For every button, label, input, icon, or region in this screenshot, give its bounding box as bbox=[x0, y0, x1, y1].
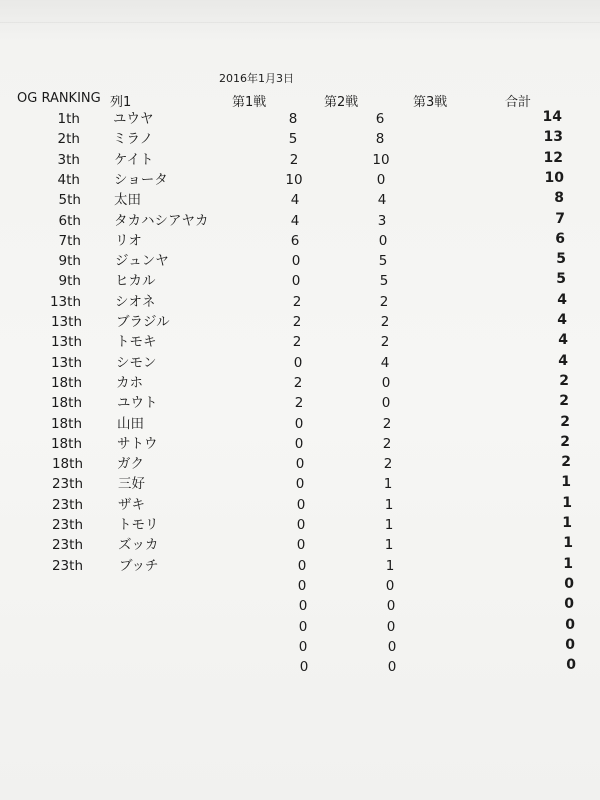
total-score-cell: 1 bbox=[562, 515, 572, 531]
rank-cell: 13th bbox=[50, 314, 82, 330]
player-name-cell: サトウ bbox=[117, 436, 158, 452]
player-name-cell: ズッカ bbox=[118, 537, 159, 553]
battle1-score-cell: 0 bbox=[296, 497, 306, 513]
rank-cell: 18th bbox=[50, 436, 82, 452]
rank-cell: 23th bbox=[51, 517, 83, 533]
rank-cell: 23th bbox=[51, 558, 83, 574]
total-score-cell: 14 bbox=[542, 109, 562, 125]
player-name-cell: ガク bbox=[117, 456, 144, 472]
battle1-score-cell: 0 bbox=[294, 436, 304, 452]
rank-cell: 2th bbox=[57, 131, 80, 147]
battle2-score-cell: 2 bbox=[379, 294, 389, 310]
rank-cell: 1th bbox=[57, 111, 80, 127]
total-score-cell: 5 bbox=[556, 271, 566, 287]
column1-header: 列1 bbox=[110, 95, 132, 110]
player-name-cell: ヒカル bbox=[115, 273, 156, 289]
battle1-score-cell: 0 bbox=[295, 476, 305, 492]
battle2-score-cell: 2 bbox=[380, 334, 390, 350]
total-score-cell: 7 bbox=[555, 211, 565, 227]
battle1-score-cell: 0 bbox=[293, 355, 303, 371]
battle1-score-cell: 0 bbox=[295, 456, 305, 472]
player-name-cell: ジュンヤ bbox=[115, 253, 169, 269]
battle1-score-cell: 10 bbox=[285, 172, 303, 188]
player-name-cell: ケイト bbox=[114, 152, 154, 168]
ranking-title: OG RANKING bbox=[17, 91, 101, 106]
battle1-score-cell: 0 bbox=[294, 416, 304, 432]
total-score-cell: 5 bbox=[556, 251, 566, 267]
total-score-cell: 0 bbox=[566, 657, 576, 673]
player-name-cell: ユウト bbox=[117, 395, 158, 411]
rank-cell: 13th bbox=[50, 355, 82, 371]
battle2-score-cell: 6 bbox=[375, 111, 385, 127]
player-name-cell: ブラジル bbox=[116, 314, 170, 330]
battle2-score-cell: 0 bbox=[387, 659, 397, 675]
battle1-score-cell: 0 bbox=[298, 619, 308, 635]
total-score-cell: 2 bbox=[559, 393, 569, 409]
battle1-score-cell: 0 bbox=[297, 578, 307, 594]
battle2-score-cell: 0 bbox=[381, 375, 391, 391]
battle1-score-cell: 2 bbox=[294, 395, 304, 411]
player-name-cell: カホ bbox=[116, 375, 143, 391]
player-name-cell: シオネ bbox=[115, 294, 156, 310]
rank-cell: 5th bbox=[58, 192, 81, 208]
total-score-cell: 2 bbox=[560, 434, 570, 450]
battle1-header: 第1戦 bbox=[232, 95, 267, 110]
battle2-score-cell: 2 bbox=[382, 416, 392, 432]
battle2-score-cell: 4 bbox=[380, 355, 390, 371]
battle1-score-cell: 6 bbox=[290, 233, 300, 249]
total-score-cell: 1 bbox=[561, 474, 571, 490]
battle2-score-cell: 2 bbox=[382, 436, 392, 452]
rank-cell: 13th bbox=[50, 334, 82, 350]
battle1-score-cell: 0 bbox=[297, 558, 307, 574]
battle1-score-cell: 4 bbox=[290, 213, 300, 229]
player-name-cell: ミラノ bbox=[113, 131, 154, 147]
total-score-cell: 2 bbox=[559, 373, 569, 389]
total-score-cell: 0 bbox=[564, 596, 574, 612]
rank-cell: 6th bbox=[58, 213, 81, 229]
battle2-score-cell: 0 bbox=[381, 395, 391, 411]
battle1-score-cell: 0 bbox=[296, 537, 306, 553]
battle2-score-cell: 0 bbox=[385, 578, 395, 594]
battle2-score-cell: 2 bbox=[380, 314, 390, 330]
battle1-score-cell: 2 bbox=[292, 334, 302, 350]
total-score-cell: 4 bbox=[558, 332, 568, 348]
battle2-score-cell: 2 bbox=[383, 456, 393, 472]
rank-cell: 18th bbox=[50, 375, 82, 391]
battle2-score-cell: 1 bbox=[384, 497, 394, 513]
battle1-score-cell: 2 bbox=[292, 294, 302, 310]
player-name-cell: トモリ bbox=[118, 517, 159, 533]
battle2-score-cell: 0 bbox=[386, 619, 396, 635]
total-score-cell: 1 bbox=[563, 535, 573, 551]
battle1-score-cell: 0 bbox=[299, 659, 309, 675]
rank-cell: 9th bbox=[58, 273, 81, 289]
total-score-cell: 0 bbox=[565, 617, 575, 633]
total-score-cell: 4 bbox=[557, 292, 567, 308]
rank-cell: 9th bbox=[58, 253, 81, 269]
rank-cell: 18th bbox=[51, 456, 83, 472]
player-name-cell: 山田 bbox=[117, 416, 144, 432]
player-name-cell: ショータ bbox=[114, 172, 168, 188]
battle3-header: 第3戦 bbox=[413, 95, 448, 110]
battle2-score-cell: 1 bbox=[384, 517, 394, 533]
player-name-cell: ザキ bbox=[118, 497, 145, 513]
battle2-score-cell: 1 bbox=[383, 476, 393, 492]
rank-cell: 18th bbox=[50, 395, 82, 411]
total-score-cell: 6 bbox=[555, 231, 565, 247]
battle1-score-cell: 8 bbox=[288, 111, 298, 127]
rank-cell: 23th bbox=[51, 476, 83, 492]
player-name-cell: 三好 bbox=[118, 476, 145, 492]
player-name-cell: ユウヤ bbox=[113, 111, 154, 127]
rank-cell: 13th bbox=[49, 294, 81, 310]
battle2-score-cell: 0 bbox=[376, 172, 386, 188]
battle2-score-cell: 5 bbox=[378, 253, 388, 269]
player-name-cell: 太田 bbox=[114, 192, 141, 208]
battle1-score-cell: 0 bbox=[291, 273, 301, 289]
rank-cell: 3th bbox=[57, 152, 80, 168]
total-score-cell: 0 bbox=[564, 576, 574, 592]
total-score-cell: 0 bbox=[565, 637, 575, 653]
battle1-score-cell: 0 bbox=[298, 598, 308, 614]
total-score-cell: 12 bbox=[543, 150, 563, 166]
battle1-score-cell: 5 bbox=[288, 131, 298, 147]
battle2-score-cell: 8 bbox=[375, 131, 385, 147]
battle2-score-cell: 10 bbox=[372, 152, 390, 168]
player-name-cell: ブッチ bbox=[119, 558, 159, 574]
battle1-score-cell: 2 bbox=[293, 375, 303, 391]
total-score-cell: 10 bbox=[544, 170, 564, 186]
battle2-score-cell: 0 bbox=[387, 639, 397, 655]
battle2-score-cell: 5 bbox=[379, 273, 389, 289]
rank-cell: 18th bbox=[50, 416, 82, 432]
battle1-score-cell: 2 bbox=[289, 152, 299, 168]
battle1-score-cell: 0 bbox=[291, 253, 301, 269]
total-score-cell: 8 bbox=[554, 190, 564, 206]
battle2-score-cell: 1 bbox=[385, 558, 395, 574]
battle1-score-cell: 0 bbox=[296, 517, 306, 533]
battle2-score-cell: 3 bbox=[377, 213, 387, 229]
battle1-score-cell: 4 bbox=[290, 192, 300, 208]
rank-cell: 4th bbox=[57, 172, 80, 188]
date-label: 2016年1月3日 bbox=[219, 72, 294, 85]
paper-crease bbox=[0, 22, 600, 23]
battle1-score-cell: 2 bbox=[292, 314, 302, 330]
player-name-cell: シモン bbox=[116, 355, 157, 371]
rank-cell: 7th bbox=[58, 233, 81, 249]
total-header: 合計 bbox=[505, 95, 532, 110]
total-score-cell: 1 bbox=[563, 556, 573, 572]
battle2-score-cell: 4 bbox=[377, 192, 387, 208]
total-score-cell: 1 bbox=[562, 495, 572, 511]
battle2-score-cell: 0 bbox=[386, 598, 396, 614]
player-name-cell: タカハシアヤカ bbox=[114, 213, 209, 229]
battle1-score-cell: 0 bbox=[298, 639, 308, 655]
total-score-cell: 13 bbox=[543, 129, 563, 145]
player-name-cell: リオ bbox=[115, 233, 142, 249]
battle2-header: 第2戦 bbox=[324, 95, 359, 110]
rank-cell: 23th bbox=[51, 497, 83, 513]
total-score-cell: 4 bbox=[557, 312, 567, 328]
player-name-cell: トモキ bbox=[116, 334, 157, 350]
total-score-cell: 2 bbox=[560, 414, 570, 430]
battle2-score-cell: 1 bbox=[384, 537, 394, 553]
rank-cell: 23th bbox=[51, 537, 83, 553]
total-score-cell: 4 bbox=[558, 353, 568, 369]
total-score-cell: 2 bbox=[561, 454, 571, 470]
battle2-score-cell: 0 bbox=[378, 233, 388, 249]
